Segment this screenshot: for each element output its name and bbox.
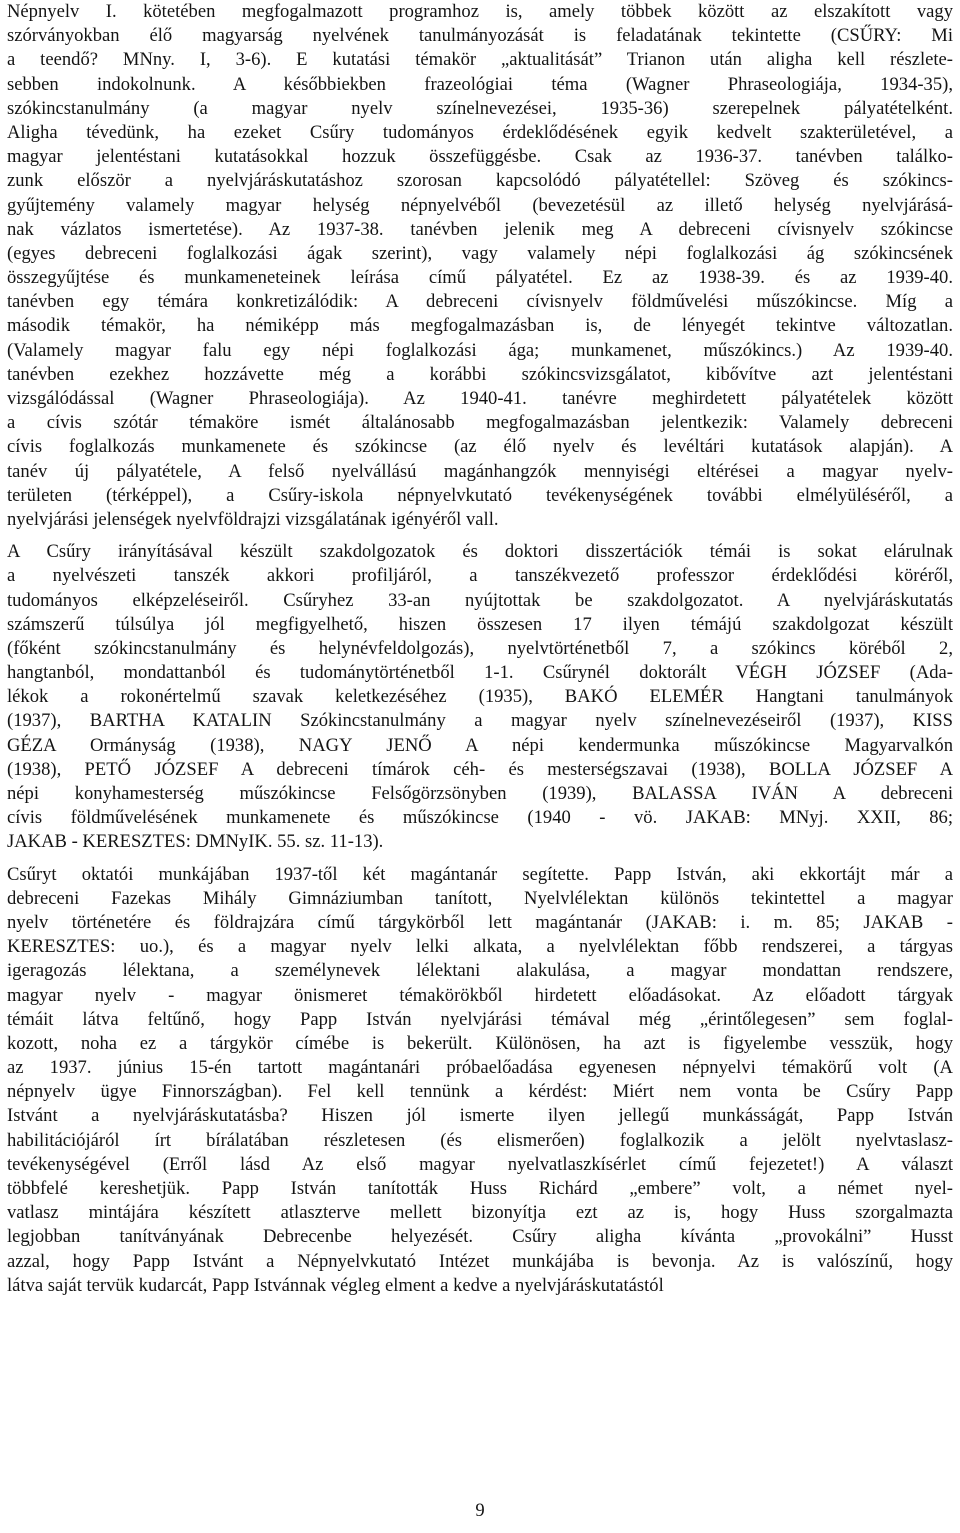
text-line: népnyelv ügye Finnországban). Fel kell tennünk a kérdést: Miért nem vonta be Csűry Papp <box>7 1081 953 1103</box>
paragraph-2 <box>7 540 953 854</box>
text-line: témáit látva feltűnő, hogy Papp István nyelvjárási témával még „érintőlegesen” sem fog​lal- <box>7 1008 953 1030</box>
text-line: cívis földművelésének munkamenete és műszókincse (1940 - vö. JAKAB: MNyj. XXII, 86; <box>7 807 953 829</box>
text-line: vizsgálódással (Wagner Phraseologiája). Az 1940-41. tanévre meghirdetett pályatételek között <box>7 388 953 409</box>
text-line: a teendő? MNny. I, 3-6). E kutatási témakör „aktualitását” Trianon után aligha kell részlete- <box>7 49 953 71</box>
text-line: debreceni Fazekas Mihály Gimnáziumban tanított, Nyelvlélektan különös tekintettel a magyar <box>7 887 953 909</box>
text-line: zunk először a nyelvjáráskutatáshoz szorosan kapcsolódó pályatétellel: Szöveg és szókincs- <box>7 170 953 192</box>
text-line: azzal, hogy Papp Istvánt a Népnyelvkutató Intézet munkájába is bevonja. Az is valószínű, hogy <box>7 1250 953 1272</box>
text-line: magyar nyelv - magyar önismeret témakörökből hirdetett előadásokat. Az előadott tárgyak <box>7 984 953 1006</box>
text-line: második témakör, ha némiképp más megfogalmazásban is, de lényegét tekintve változatlan. <box>7 315 953 337</box>
paragraph-3 <box>7 863 953 1298</box>
text-line: KERESZTES: uo.), és a magyar nyelv lelki alkata, a nyelvlélektan főbb rendszerei, a tárgyas <box>7 936 953 958</box>
text-line: Aligha tévedünk, ha ezeket Csűry tudományos érdeklődésének egyik kedvelt szakterületével, a <box>7 121 953 143</box>
text-line: JAKAB - KERESZTES: DMNyIK. 55. sz. 11-13). <box>7 831 384 853</box>
text-line: (1937), BARTHA KATALIN Szókincstanulmány a magyar nyelv színelnevezéseiről (1937), KISS <box>7 710 953 732</box>
text-line: területen (térképpel), a Csűry-iskola népnyelvkutató tevékenységének további elmélyüléséről, a <box>7 484 953 506</box>
text-line: gyűjtemény valamely magyar helység népnyelvéből (bevezetésül az illető helység nyelvjárásá- <box>7 194 953 216</box>
text-line: cívis foglalkozás munkamenete és szókincse (az élő nyelv és levéltári kutatások alapján). A <box>7 436 953 458</box>
text-line: tudományos elképzeléseiről. Csűryhez 33-an nyújtottak be szakdolgozatot. A nyelvjáráskutatás <box>7 589 953 611</box>
text-line: tanév új pályatétele, A felső nyelvállású magánhangzók mennyiségi eltérései a magyar nyelv- <box>7 460 953 482</box>
text-line: tanévben ezekhez hozzávette még a korábbi szókincsvizsgálatot, kibővítve azt jelentéstani <box>7 363 953 385</box>
text-line: szórványokban élő magyarság nyelvének tanulmányozását is feladatának tekintette (CSŰRY: Mi <box>7 25 953 47</box>
text-line: nak vázlatos ismertetése). Az 1937-38. tanévben jelenik meg A debreceni cívisnyelv szókincse <box>7 218 953 240</box>
text-line: szókincstanulmány (a magyar nyelv színelnevezései, 1935-36) szerepelnek pályatételként. <box>7 97 953 119</box>
text-line: Népnyelv I. kötetében megfogalmazott programhoz is, amely többek között az elszakított vagy <box>7 1 953 22</box>
text-line: Istvánt a nyelvjáráskutatásba? Hiszen jól ismerte ilyen jellegű munkásságát, Papp István <box>7 1105 953 1127</box>
text-line: (Valamely magyar falu egy népi foglalkozási ága; munkamenet, műszókincs.) Az 1939-40. <box>7 339 953 361</box>
text-line: (1938), PETŐ JÓZSEF A debreceni tímárok céh- és mesterségszavai (1938), BOLLA JÓZSEF A <box>7 758 953 780</box>
text-line: népi konyhamesterség műszókincse Felsőgörzsönyben (1939), BALASSA IVÁN A debreceni <box>7 783 953 804</box>
text-line: habilitációjáról írt bírálatában részletesen (és elismerően) foglalkozik a jelölt nyelvtaslasz- <box>7 1129 953 1151</box>
paragraph-gap <box>7 855 953 863</box>
text-line: (főként szókincstanulmány és helynévfeldolgozás), nyelvtörténetből 7, a szókincs köréből 2, <box>7 637 953 659</box>
text-line: Csűryt oktatói munkájában 1937-től két magántanár segítette. Papp István, aki ekkortájt már a <box>7 863 953 885</box>
text-line: hangtanból, mondattanból és tudománytörténetből 1-1. Csűrynél doktorált VÉGH JÓZSEF (Ada- <box>7 662 953 684</box>
text-line: lékok a rokonértelmű szavak keletkezéséhez (1935), BAKÓ ELEMÉR Hangtani tanulmányok <box>7 686 953 708</box>
body-text <box>7 0 953 1298</box>
text-line: a cívis szótár témaköre ismét általánosabb megfogalmazásban jelentkezik: Valamely debreceni <box>7 412 953 434</box>
text-line: nyelvjárási jelenségek nyelvföldrajzi vizsgálatának igényéről vall. <box>7 508 499 530</box>
text-line: vatlasz mintájára készített atlaszterve mellett bizonyítja ezt az is, hogy Huss szorgalmazta <box>7 1202 953 1224</box>
text-line: A Csűry irányításával készült szakdolgozatok és doktori disszertációk témái is sokat elárulnak <box>7 541 953 563</box>
page-number: 9 <box>475 1500 485 1521</box>
text-line: sebben indokolnunk. A későbbiekben frazeológiai téma (Wagner Phraseologiája, 1934-35), <box>7 73 953 95</box>
text-line: magyar jelentéstani kutatásokkal hozzuk összefüggésbe. Csak az 1936-37. tanévben találko- <box>7 146 953 168</box>
text-line: a nyelvészeti tanszék akkori profiljáról, a tanszékvezető professzor érdeklődési köréről, <box>7 565 953 587</box>
text-line: GÉZA Ormányság (1938), NAGY JENŐ A népi kendermunka műszókincse Magyarvalkón <box>7 734 953 756</box>
text-line: (egyes debreceni foglalkozási ágak szerint), vagy valamely népi foglalkozási ág szókincsének <box>7 242 953 264</box>
text-line: többfelé kereshetjük. Papp István tanították Huss Richárd „embere” volt, a német nyel- <box>7 1178 953 1199</box>
text-line: tanévben egy témára konkretizálódik: A debreceni cívisnyelv földművelési műszókincse. Míg a <box>7 291 953 313</box>
paragraph-gap <box>7 532 953 540</box>
paragraph-1 <box>7 0 953 532</box>
text-line: számszerű túlsúlya jól megfigyelhető, hiszen összesen 17 ilyen témájú szakdolgozat készült <box>7 613 953 635</box>
text-line: tevékenységével (Erről lásd Az első magyar nyelvatlaszkísérlet című fejezetet!) A választ <box>7 1153 953 1175</box>
text-line: összegyűjtése és munkameneteinek leírása című pályatétel. Ez az 1938-39. és az 1939-40. <box>7 267 953 289</box>
text-line: igeragozás lélektana, a személynevek lélektani alakulása, a magyar mondattan rendszere, <box>7 960 953 982</box>
text-line: legjobban tanítványának Debrecenbe helyezését. Csűry aligha kívánta „provokálni” Husst <box>7 1226 953 1248</box>
text-line: az 1937. június 15-én tartott magántanári próbaelőadása egyenesen népnyelvi témakörű volt (A <box>7 1057 953 1079</box>
text-line: nyelv történetére és földrajzára című tárgykörből lett magántanár (JAKAB: i. m. 85; JAKAB - <box>7 911 953 933</box>
text-line: látva saját tervük kudarcát, Papp Istvánnak végleg elment a kedve a nyelvjáráskutatástól <box>7 1274 664 1296</box>
text-line: kozott, noha ez a tárgykör címébe is bekerült. Különösen, ha azt is figyelembe vesszük, hogy <box>7 1032 953 1054</box>
